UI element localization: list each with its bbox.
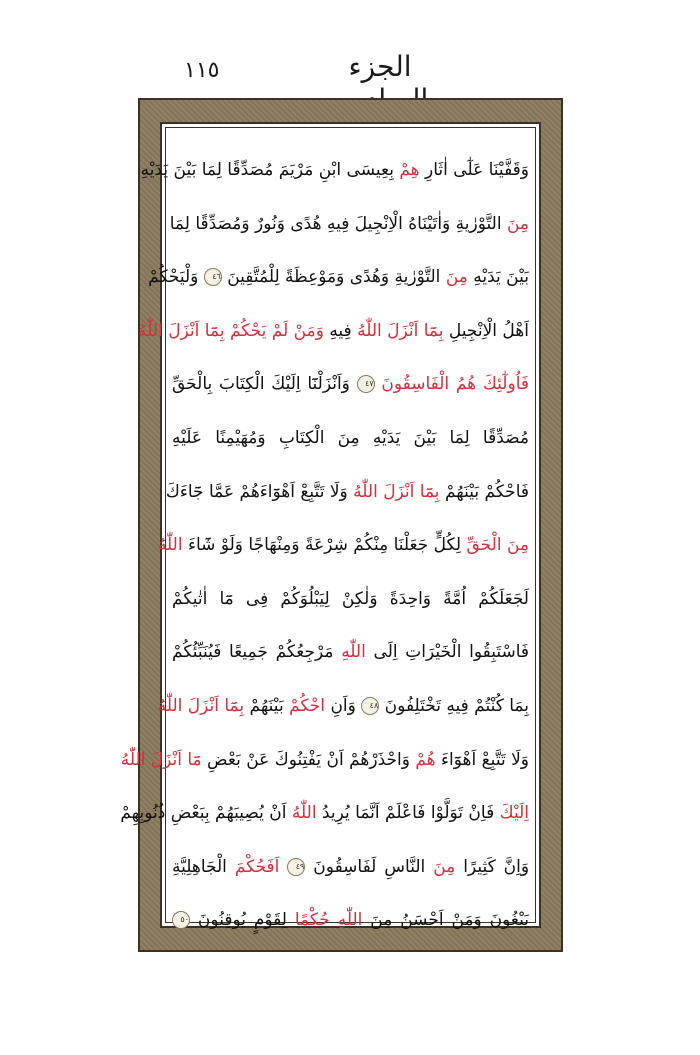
verse-text: وَاِنَّ كَثِيرًا: [463, 856, 530, 877]
page-number: ١١٥: [184, 58, 220, 83]
highlighted-word: مِنَ: [445, 267, 468, 288]
ayah-number-marker: ٤٩: [287, 858, 305, 876]
highlighted-word: اللّٰهِ: [341, 642, 366, 663]
verse-text: مَرْجِعُكُمْ جَمِيعًا فَيُنَبِّئُكُمْ: [172, 642, 334, 663]
decorative-page-frame: [120, 98, 563, 952]
verse-text: وَلْيَحْكُمْ: [148, 267, 199, 288]
highlighted-word: مِنَ: [433, 856, 456, 877]
ayah-number-marker: ٤٨: [361, 697, 379, 715]
verse-text: بَيْنَهُمْ: [249, 695, 284, 716]
verse-text: وَاَنْزَلْنَٓا اِلَيْكَ الْكِتَابَ بِالْحَقِّ: [172, 374, 350, 395]
verse-text: بِعِيسَى ابْنِ مَرْيَمَ مُصَدِّقًا لِمَا بَيْنَ يَدَيْهِ: [140, 160, 394, 180]
highlighted-word: مِنَ الْحَقِّ: [466, 535, 529, 556]
verse-line: [148, 251, 529, 305]
verse-text: يَبْغُونَ وَمَنْ اَحْسَنُ مِنَ: [370, 910, 529, 931]
verse-line: [157, 680, 529, 734]
highlighted-word: اَفَحُكْمَ: [234, 856, 280, 877]
verse-text: وَقَفَّيْنَا عَلٰٓى اٰثَارِ: [425, 160, 529, 180]
text-panel: [120, 122, 541, 931]
verse-text: لِكُلٍّ جَعَلْنَا مِنْكُمْ شِرْعَةً وَمِنْهَاجًا وَلَوْ شَٓاءَ: [188, 535, 462, 556]
highlighted-word: بِمَٓا اَنْزَلَ اللّٰهُ: [357, 320, 444, 341]
highlighted-word: اللّٰهِ حُكْمًا: [294, 910, 363, 931]
verse-line: [138, 305, 529, 359]
highlighted-word: مِنَ: [506, 213, 529, 234]
highlighted-word: وَمَنْ لَمْ يَحْكُمْ بِمَٓا اَنْزَلَ اللّٰهُ: [138, 320, 324, 341]
highlighted-word: هُمْ: [415, 749, 436, 770]
highlighted-word: اِلَيْكَ: [499, 803, 529, 824]
verse-line: [169, 198, 529, 252]
verse-line: [172, 841, 529, 895]
verse-text: وَلَا تَتَّبِعْ اَهْوَٓاءَ: [441, 749, 529, 770]
verse-text: الْجَاهِلِيَّةِ: [172, 856, 227, 877]
juz-title: الجزء: [348, 50, 412, 83]
verse-text: مُصَدِّقًا لِمَا بَيْنَ يَدَيْهِ مِنَ الْكِتَابِ وَمُهَيْمِنًا عَلَيْهِ: [172, 427, 529, 448]
verse-line: [165, 466, 529, 520]
verse-text: فَاسْتَبِقُوا الْخَيْرَاتِ اِلَى: [373, 642, 530, 663]
verse-text: فِيهِ: [329, 320, 352, 341]
highlighted-word: مَٓا اَنْزَلَ اللّٰهُ: [120, 749, 202, 770]
verse-line: [120, 734, 529, 788]
verse-line: [172, 626, 529, 680]
verse-lines: [120, 144, 530, 948]
verse-line: [172, 358, 529, 412]
ayah-number-marker: ٤٧: [357, 375, 375, 393]
verse-text: وَاحْذَرْهُمْ اَنْ يَفْتِنُوكَ عَنْ بَعْضِ: [207, 749, 410, 770]
verse-line: [172, 573, 529, 627]
ayah-number-marker: ٤٦: [204, 268, 222, 286]
verse-text: فَاحْكُمْ بَيْنَهُمْ: [444, 481, 529, 502]
verse-text: وَلَا تَتَّبِعْ اَهْوَٓاءَهُمْ عَمَّا جَٓاءَكَ: [165, 481, 348, 502]
verse-line: [172, 894, 529, 948]
verse-text: لَجَعَلَكُمْ اُمَّةً وَاحِدَةً وَلٰكِنْ لِيَبْلُوَكُمْ فِى مَٓا اٰتٰيكُمْ: [172, 588, 529, 609]
verse-line: [120, 787, 529, 841]
highlighted-word: فَاُولٰٓئِكَ هُمُ الْفَاسِقُونَ: [381, 374, 530, 395]
page-header: [0, 40, 700, 100]
verse-text: التَّوْرٰيةِ وَاٰتَيْنَاهُ الْاِنْجِيلَ فِيهِ هُدًى وَنُورٌ وَمُصَدِّقًا لِمَا: [169, 213, 502, 234]
highlighted-word: اللّٰهُ: [291, 803, 317, 824]
verse-text: وَاَنِ: [330, 695, 356, 716]
highlighted-word: بِمَٓا اَنْزَلَ اللّٰهُ: [353, 481, 440, 502]
highlighted-word: اللّٰهُ: [157, 535, 183, 556]
verse-text: لِقَوْمٍ يُوقِنُونَ: [197, 910, 287, 931]
highlighted-word: بِمَٓا اَنْزَلَ اللّٰهُ: [157, 695, 245, 716]
verse-text: اَنْ يُصِيبَهُمْ بِبَعْضِ ذُنُوبِهِمْ: [120, 803, 287, 824]
highlighted-word: هِمْ: [399, 160, 420, 180]
verse-line: [140, 144, 529, 198]
highlighted-word: احْكُمْ: [289, 695, 326, 716]
ayah-number-marker: ٥٠: [172, 911, 190, 929]
verse-text: فَاِنْ تَوَلَّوْا فَاعْلَمْ اَنَّمَا يُرِيدُ: [321, 803, 495, 824]
verse-text: اَهْلُ الْاِنْجِيلِ: [448, 320, 529, 341]
verse-line: [157, 519, 529, 573]
verse-text: بَيْنَ يَدَيْهِ: [473, 267, 529, 288]
verse-text: بِمَا كُنْتُمْ فِيهِ تَخْتَلِفُونَ: [384, 695, 529, 716]
verse-line: [172, 412, 529, 466]
verse-text: النَّاسِ لَفَاسِقُونَ: [313, 856, 426, 877]
verse-text: التَّوْرٰيةِ وَهُدًى وَمَوْعِظَةً لِلْمُتَّقِينَ: [227, 267, 441, 288]
